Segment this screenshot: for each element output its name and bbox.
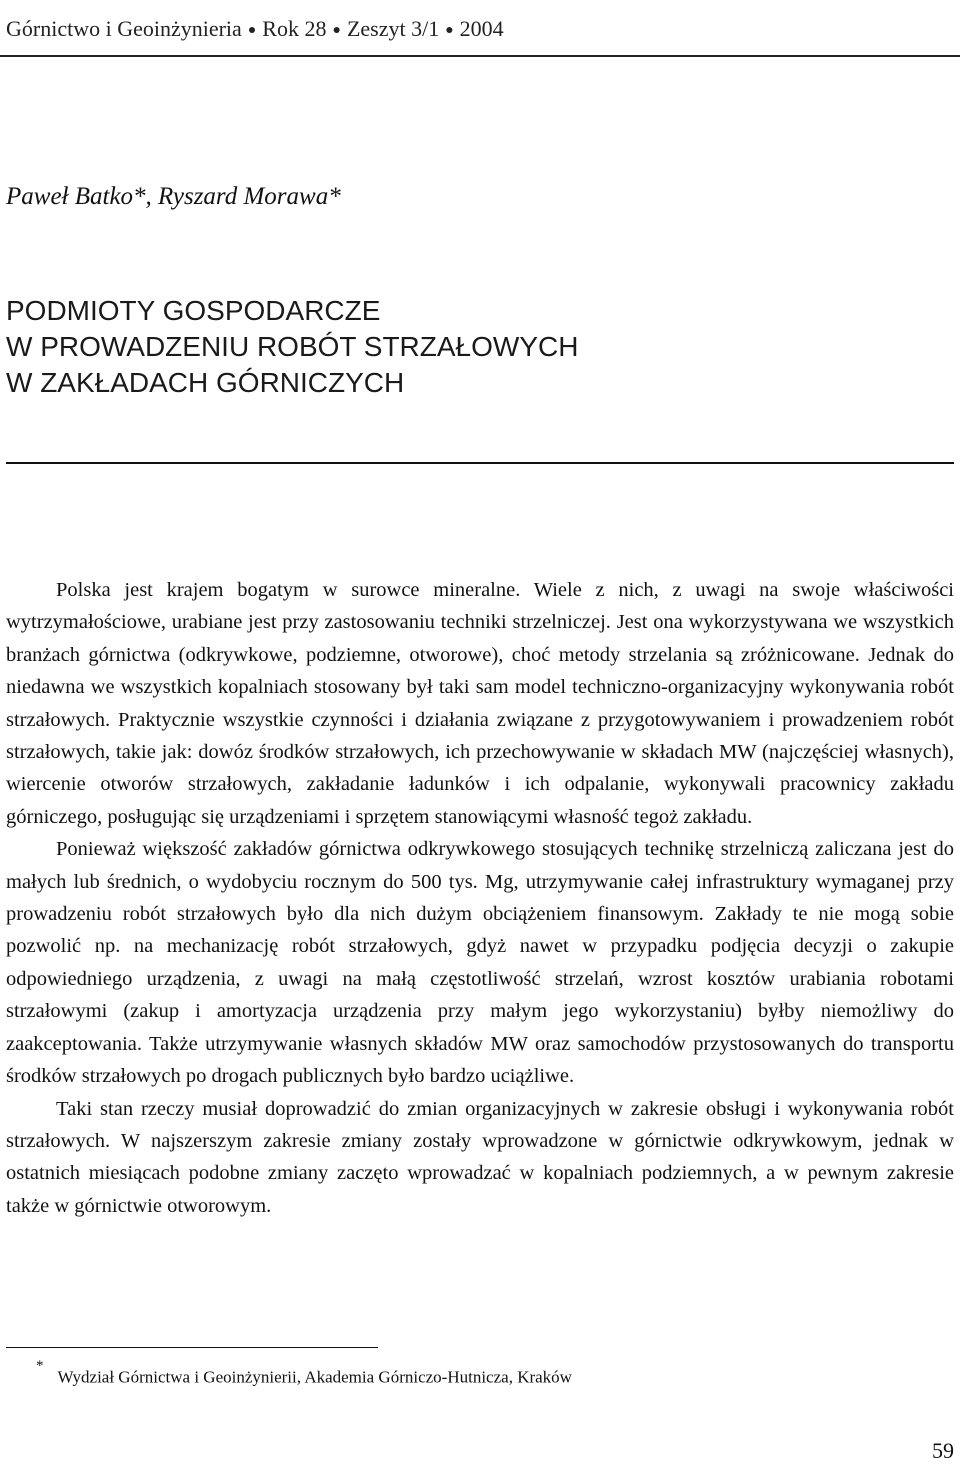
title-line: W ZAKŁADACH GÓRNICZYCH [6, 367, 405, 398]
page-number: 59 [932, 1438, 954, 1463]
journal-name: Górnictwo i Geoinżynieria [6, 16, 242, 41]
paragraph: Polska jest krajem bogatym w surowce mineralne. Wiele z nich, z uwagi na swoje właściwości wytrzymałościowe, urabiane jest przy zastosowaniu techniki strzelniczej. Jest ona wykorzystywana we wszystkich branżach górnictwa (odkrywkowe, podziemne, otworowe), choć metody strzelania są zróżnicowane. Jednak do niedawna we wszystkich kopalniach stosowany był taki sam model techniczno-organizacyjny wykonywania robót strzałowych. Praktycznie wszystkie czynności i działania związane z przygotowywaniem i prowadzeniem robót strzałowych, takie jak: dowóz środków strzałowych, ich przechowywanie w składach MW (najczęściej własnych), wiercenie otworów strzałowych, zakładanie ładunków i ich odpalanie, wykonywali pracownicy zakładu górniczego, posługując się urządzeniami i sprzętem stanowiącymi własność tegoż zakładu. [6, 579, 954, 828]
header-rule [0, 55, 960, 57]
footnote-mark: * [36, 1358, 44, 1374]
title-rule [6, 462, 954, 464]
title-line: PODMIOTY GOSPODARCZE [6, 295, 381, 326]
bullet-icon: ● [332, 23, 341, 38]
journal-issue: Zeszyt 3/1 [346, 16, 440, 41]
paragraph: Ponieważ większość zakładów górnictwa odkrywkowego stosujących technikę strzelniczą zaliczana jest do małych lub średnich, o wydobyciu rocznym do 500 tys. Mg, utrzymywanie całej infrastruktury wymaganej przy prowadzeniu robót strzałowych było dla nich dużym obciążeniem finansowym. Zakłady te nie mogą sobie pozwolić np. na mechanizację robót strzałowych, gdyż nawet w przypadku podjęcia decyzji o zakupie odpowiedniego urządzenia, z uwagi na małą częstotliwość strzelań, wzrost kosztów urabiania robotami strzałowymi (zakup i amortyzacja urządzenia przy małym jego wykorzystaniu) byłby niemożliwy do zaakceptowania. Także utrzymywanie własnych składów MW oraz samochodów przystosowanych do transportu środków strzałowych po drogach publicznych było bardzo uciążliwe. [6, 838, 954, 1088]
journal-year: Rok 28 [262, 16, 327, 41]
bullet-icon: ● [445, 23, 454, 38]
title-line: W PROWADZENIU ROBÓT STRZAŁOWYCH [6, 331, 579, 362]
article-title [6, 293, 578, 401]
footnote-text: Wydział Górnictwa i Geoinżynierii, Akademia Górniczo-Hutnicza, Kraków [57, 1367, 572, 1387]
bullet-icon: ● [247, 23, 257, 38]
running-header [6, 16, 504, 42]
footnote [36, 1358, 572, 1388]
footnote-rule [6, 1347, 378, 1348]
publication-year: 2004 [459, 16, 504, 41]
paragraph: Taki stan rzeczy musiał doprowadzić do zmian organizacyjnych w zakresie obsługi i wykonywania robót strzałowych. W najszerszym zakresie zmiany zostały wprowadzone w górnictwie odkrywkowym, jednak w ostatnich miesiącach podobne zmiany zaczęto wprowadzać w kopalniach podziemnych, a w pewnym zakresie także w górnictwie otworowym. [6, 1097, 954, 1217]
authors: Paweł Batko*, Ryszard Morawa* [6, 183, 341, 210]
article-body [6, 574, 954, 1222]
